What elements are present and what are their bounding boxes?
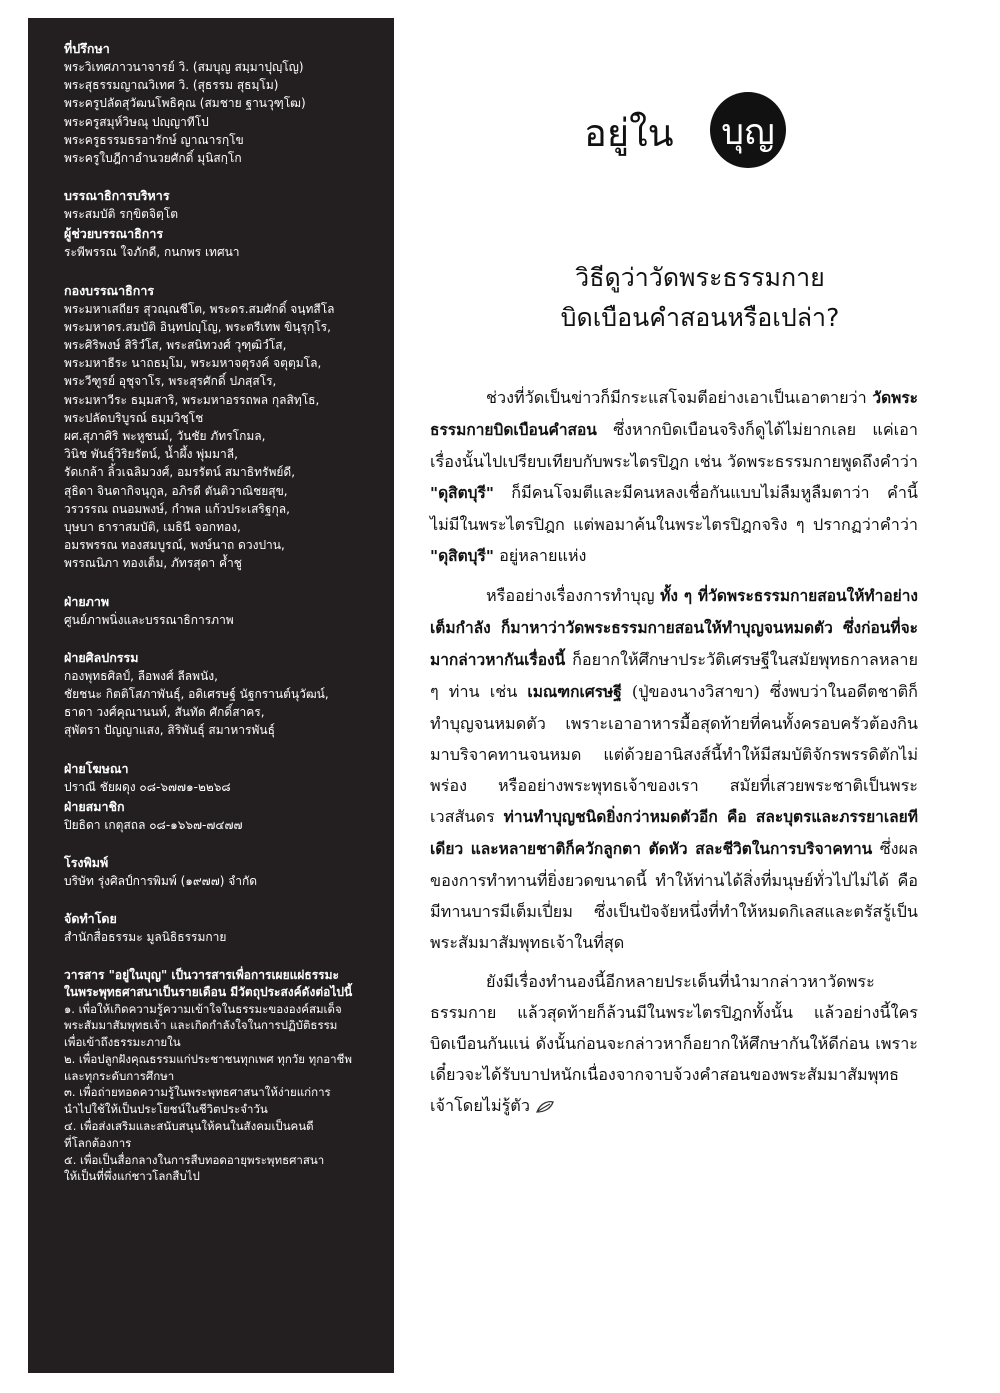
advisor-line: พระครูธรรมธรอารักษ์ ญาณารกฺโข	[64, 132, 244, 147]
editorial-line: วรวรรณ ถนอมพงษ์, กำพล แก้วประเสริฐกุล,	[64, 501, 290, 516]
art-section	[64, 649, 380, 740]
editorial-line: พระมหาดร.สมบัติ อินฺทปญฺโญ, พระตรีเทพ ขินฺรุกฺโร,	[64, 319, 331, 334]
advertising-line: ปราณี ชัยผดุง ๐๘-๖๗๗๑-๒๒๖๘	[64, 779, 231, 794]
editorial-line: พระมหาวีระ ธมฺมสาริ, พระมหาอรรถพล กุลสิทฺโธ,	[64, 392, 320, 407]
leaf-end-icon	[535, 1100, 555, 1114]
editorial-line: พระมหาธีระ นาถธมฺโม, พระมหาจตุรงค์ จตุตฺมโล,	[64, 356, 322, 371]
art-line: ชัยชนะ กิตติโสภาพันธุ์, อดิเศรษฐ์ นัฐกรานต์นุวัฒน์,	[64, 687, 329, 702]
editorial-title: กองบรรณาธิการ	[64, 282, 155, 298]
assistant-editor-title: ผู้ช่วยบรรณาธิการ	[64, 226, 164, 242]
objective-item: นำไปใช้ให้เป็นประโยชน์ในชีวิตประจำวัน	[64, 1102, 268, 1117]
bold-run: "ดุสิตบุรี"	[430, 484, 494, 502]
text-run: ซึ่งหากบิดเบือนจริงก็ดูได้ไม่ยากเลย แค่เอาเรื่องนั้นไปเปรียบเทียบกับพระไตรปิฎก เช่น วัดพระธรรมกายพูดถึงคำว่า	[430, 420, 918, 471]
editorial-line: พระศิริพงษ์ สิริวํโส, พระสนิทวงศ์ วุฑฺฒิวํโส,	[64, 338, 287, 353]
editorial-line: สุธิดา จินดากิจนุกูล, อภิรดี ตันติวาณิชยสุข,	[64, 483, 288, 498]
text-run: ยังมีเรื่องทำนองนี้อีกหลายประเด็นที่นำมากล่าวหาวัดพระธรรมกาย แล้วสุดท้ายก็ล้วนมีในพระไตรปิฎกทั้งนั้น แล้วอย่างนี้ใครบิดเบือนกันแน่ ดังนั้นก่อนจะกล่าวหาก็อยากให้ศึกษากันให้ดีก่อน เพราะเดี๋ยวจะได้รับบาปหนักเนื่องจากจาบจ้วงคำสอนของพระสัมมาสัมพุทธเจ้าโดยไม่รู้ตัว	[430, 972, 918, 1115]
exec-editor-section	[64, 187, 380, 261]
article-title-line: วิธีดูว่าวัดพระธรรมกาย	[575, 263, 825, 292]
objective-item: ๒. เพื่อปลูกฝังคุณธรรมแก่ประชาชนทุกเพศ ทุกวัย ทุกอาชีพ	[64, 1051, 352, 1066]
objective-item: ให้เป็นที่พึ่งแก่ชาวโลกสืบไป	[64, 1169, 200, 1184]
text-run: อยู่หลายแห่ง	[493, 546, 587, 565]
editorial-line: อมรพรรณ ทองสมบูรณ์, พงษ์นาถ ดวงปาน,	[64, 538, 285, 553]
art-title: ฝ่ายศิลปกรรม	[64, 649, 139, 665]
advisor-line: พระวิเทศภาวนาจารย์ วิ. (สมบุญ สมฺมาปุญฺโญ)	[64, 60, 304, 74]
photo-title: ฝ่ายภาพ	[64, 593, 110, 609]
exec-editor-line: พระสมบัติ รกฺขิตจิตฺโต	[64, 207, 179, 222]
exec-editor-title: บรรณาธิการบริหาร	[64, 188, 170, 204]
objectives-section	[64, 967, 380, 1186]
art-line: กองพุทธศิลป์, ลือพงศ์ ลีลพนัง,	[64, 668, 218, 683]
bold-run: "ดุสิตบุรี"	[430, 547, 494, 565]
text-run: (ปู่ของนางวิสาขา) ซึ่งพบว่าในอดีตชาติก็ทำบุญจนหมดตัว เพราะเอาอาหารมื้อสุดท้ายที่คนทั้งครอบครัวต้องกินมาบริจาคทานจนหมด แต่ด้วยอานิสงส์นี้ทำให้มีสมบัติจักรพรรดิตักไม่พร่อง หรืออย่างพระพุทธเจ้าของเรา สมัยที่เสวยพระชาติเป็นพระเวสสันดร	[430, 682, 918, 826]
advisor-line: พระครูสมุห์วิษณุ ปญฺญาทีโป	[64, 114, 209, 129]
logo-text: อยู่ใน	[584, 111, 674, 155]
editorial-line: วินิช พันธุ์วิริยรัตน์, น้ำผึ้ง พุ่มมาลี,	[64, 447, 238, 462]
paragraph-3	[430, 966, 918, 1121]
magazine-logo	[582, 90, 792, 170]
text-run: ซึ่งผลของการทำทานที่ยิ่งยวดขนาดนี้ ทำให้ท่านได้สิ่งที่มนุษย์ทั่วไปไม่ได้ คือ มีทานบารมีเต็มเปี่ยม ซึ่งเป็นปัจจัยหนึ่งที่ทำให้หมดกิเลสและตรัสรู้เป็นพระสัมมาสัมพุทธเจ้าในที่สุด	[430, 839, 918, 952]
article-title	[440, 258, 960, 338]
editorial-section	[64, 282, 380, 573]
logo-circle-text: บุญ	[721, 112, 775, 153]
advertising-section	[64, 760, 380, 834]
membership-line: ปิยธิดา เกตุสถล ๐๘-๑๖๖๗-๗๔๗๗	[64, 817, 243, 832]
bold-run: เมณฑกเศรษฐี	[527, 683, 622, 701]
objective-item: ๔. เพื่อส่งเสริมและสนับสนุนให้คนในสังคมเป็นคนดี	[64, 1119, 314, 1134]
text-run: ก็อยากให้ศึกษาประวัติเศรษฐีในสมัยพุทธกาลหลาย ๆ ท่าน เช่น	[430, 650, 918, 701]
bold-run: วัดพระธรรมกายบิดเบือนคำสอน	[430, 389, 918, 439]
masthead-sidebar	[28, 18, 394, 1373]
editorial-line: พรรณนิภา ทองเต็ม, ภัทรสุดา ค้ำชู	[64, 556, 242, 571]
editorial-line: พระมหาเสถียร สุวณฺณชีโต, พระดร.สมศักดิ์ จนฺทสีโล	[64, 301, 335, 316]
text-run: ช่วงที่วัดเป็นข่าวก็มีกระแสโจมตีอย่างเอาเป็นเอาตายว่า	[486, 388, 873, 407]
objective-item: เพื่อเข้าถึงธรรมะภายใน	[64, 1035, 181, 1050]
paragraph-2	[430, 580, 918, 958]
editorial-line: พระวีฑูรย์ อุชุจาโร, พระสุรศักดิ์ ปภสฺสโร,	[64, 374, 277, 389]
advisor-line: พระสุธรรมญาณวิเทศ วิ. (สุธรรม สุธมฺโม)	[64, 78, 279, 93]
editorial-line: พระปลัดบริบูรณ์ ธมฺมวิชฺโช	[64, 410, 204, 425]
objectives-lead: ในพระพุทธศาสนาเป็นรายเดือน มีวัตถุประสงค์ดังต่อไปนี้	[64, 984, 353, 999]
printing-title: โรงพิมพ์	[64, 855, 109, 871]
paragraph-1	[430, 382, 918, 572]
art-line: ธาดา วงศ์คุณานนท์, สันทัด ศักดิ์สาคร,	[64, 705, 265, 720]
objective-item: ที่โลกต้องการ	[64, 1135, 132, 1150]
producer-section	[64, 910, 380, 946]
objective-item: พระสัมมาสัมพุทธเจ้า และเกิดกำลังใจในการปฏิบัติธรรม	[64, 1018, 338, 1033]
text-run: ก็มีคนโจมตีและมีคนหลงเชื่อกันแบบไม่ลืมหูลืมตาว่า คำนี้ไม่มีในพระไตรปิฎก แต่พอมาค้นในพระไตรปิฎกจริง ๆ ปรากฏว่าคำว่า	[430, 483, 918, 534]
objective-item: ๓. เพื่อถ่ายทอดความรู้ในพระพุทธศาสนาให้ง่ายแก่การ	[64, 1085, 331, 1100]
art-line: สุพัตรา ปัญญาแสง, สิริพันธุ์ สมาหารพันธุ์	[64, 723, 275, 738]
bold-run: ทั้ง ๆ ที่วัดพระธรรมกายสอนให้ทำอย่างเต็มกำลัง ก็มาหาว่าวัดพระธรรมกายสอนให้ทำบุญจนหมดตัว ซึ่งก่อนที่จะมากล่าวหากันเรื่องนี้	[430, 587, 918, 669]
photo-section	[64, 593, 380, 629]
objective-item: ๕. เพื่อเป็นสื่อกลางในการสืบทอดอายุพระพุทธศาสนา	[64, 1152, 325, 1167]
editorial-line: ผศ.สุภาศิริ พะหูชนม์, วันชัย ภัทรโกมล,	[64, 429, 266, 444]
text-run: หรืออย่างเรื่องการทำบุญ	[486, 586, 661, 605]
bold-run: ท่านทำบุญชนิดยิ่งกว่าหมดตัวอีก คือ สละบุตรและภรรยาเลยทีเดียว และหลายชาติก็ควักลูกตา ตัดหัว สละชีวิตในการบริจาคทาน	[430, 808, 918, 858]
advisors-section	[64, 40, 380, 167]
printing-section	[64, 854, 380, 890]
editorial-line: บุษบา ธาราสมบัติ, เมธินี จอกทอง,	[64, 520, 241, 535]
advertising-title: ฝ่ายโฆษณา	[64, 760, 129, 776]
objective-item: ๑. เพื่อให้เกิดความรู้ความเข้าใจในธรรมะขององค์สมเด็จ	[64, 1001, 342, 1016]
objectives-lead: วารสาร "อยู่ในบุญ" เป็นวารสารเพื่อการเผยแผ่ธรรมะ	[64, 967, 339, 982]
editorial-line: รัดเกล้า ลิ้วเฉลิมวงศ์, อมรรัตน์ สมาธิทรัพย์ดี,	[64, 465, 296, 480]
membership-title: ฝ่ายสมาชิก	[64, 798, 125, 814]
advisors-title: ที่ปรึกษา	[64, 41, 110, 56]
producer-line: สำนักสื่อธรรมะ มูลนิธิธรรมกาย	[64, 930, 227, 945]
producer-title: จัดทำโดย	[64, 911, 117, 927]
article-body	[430, 382, 918, 1129]
photo-line: ศูนย์ภาพนิ่งและบรรณาธิการภาพ	[64, 612, 234, 627]
objective-item: และทุกระดับการศึกษา	[64, 1068, 175, 1083]
advisor-line: พระครูปลัดสุวัฒนโพธิคุณ (สมชาย ฐานวุฑฺโฒ)	[64, 96, 306, 111]
assistant-editor-line: ระพีพรรณ ใจภักดี, กนกพร เทศนา	[64, 245, 240, 260]
printing-line: บริษัท รุ่งศิลป์การพิมพ์ (๑๙๗๗) จำกัด	[64, 874, 258, 889]
article-title-line: บิดเบือนคำสอนหรือเปล่า?	[560, 303, 840, 332]
advisor-line: พระครูใบฎีกาอำนวยศักดิ์ มุนิสกฺโก	[64, 151, 242, 166]
